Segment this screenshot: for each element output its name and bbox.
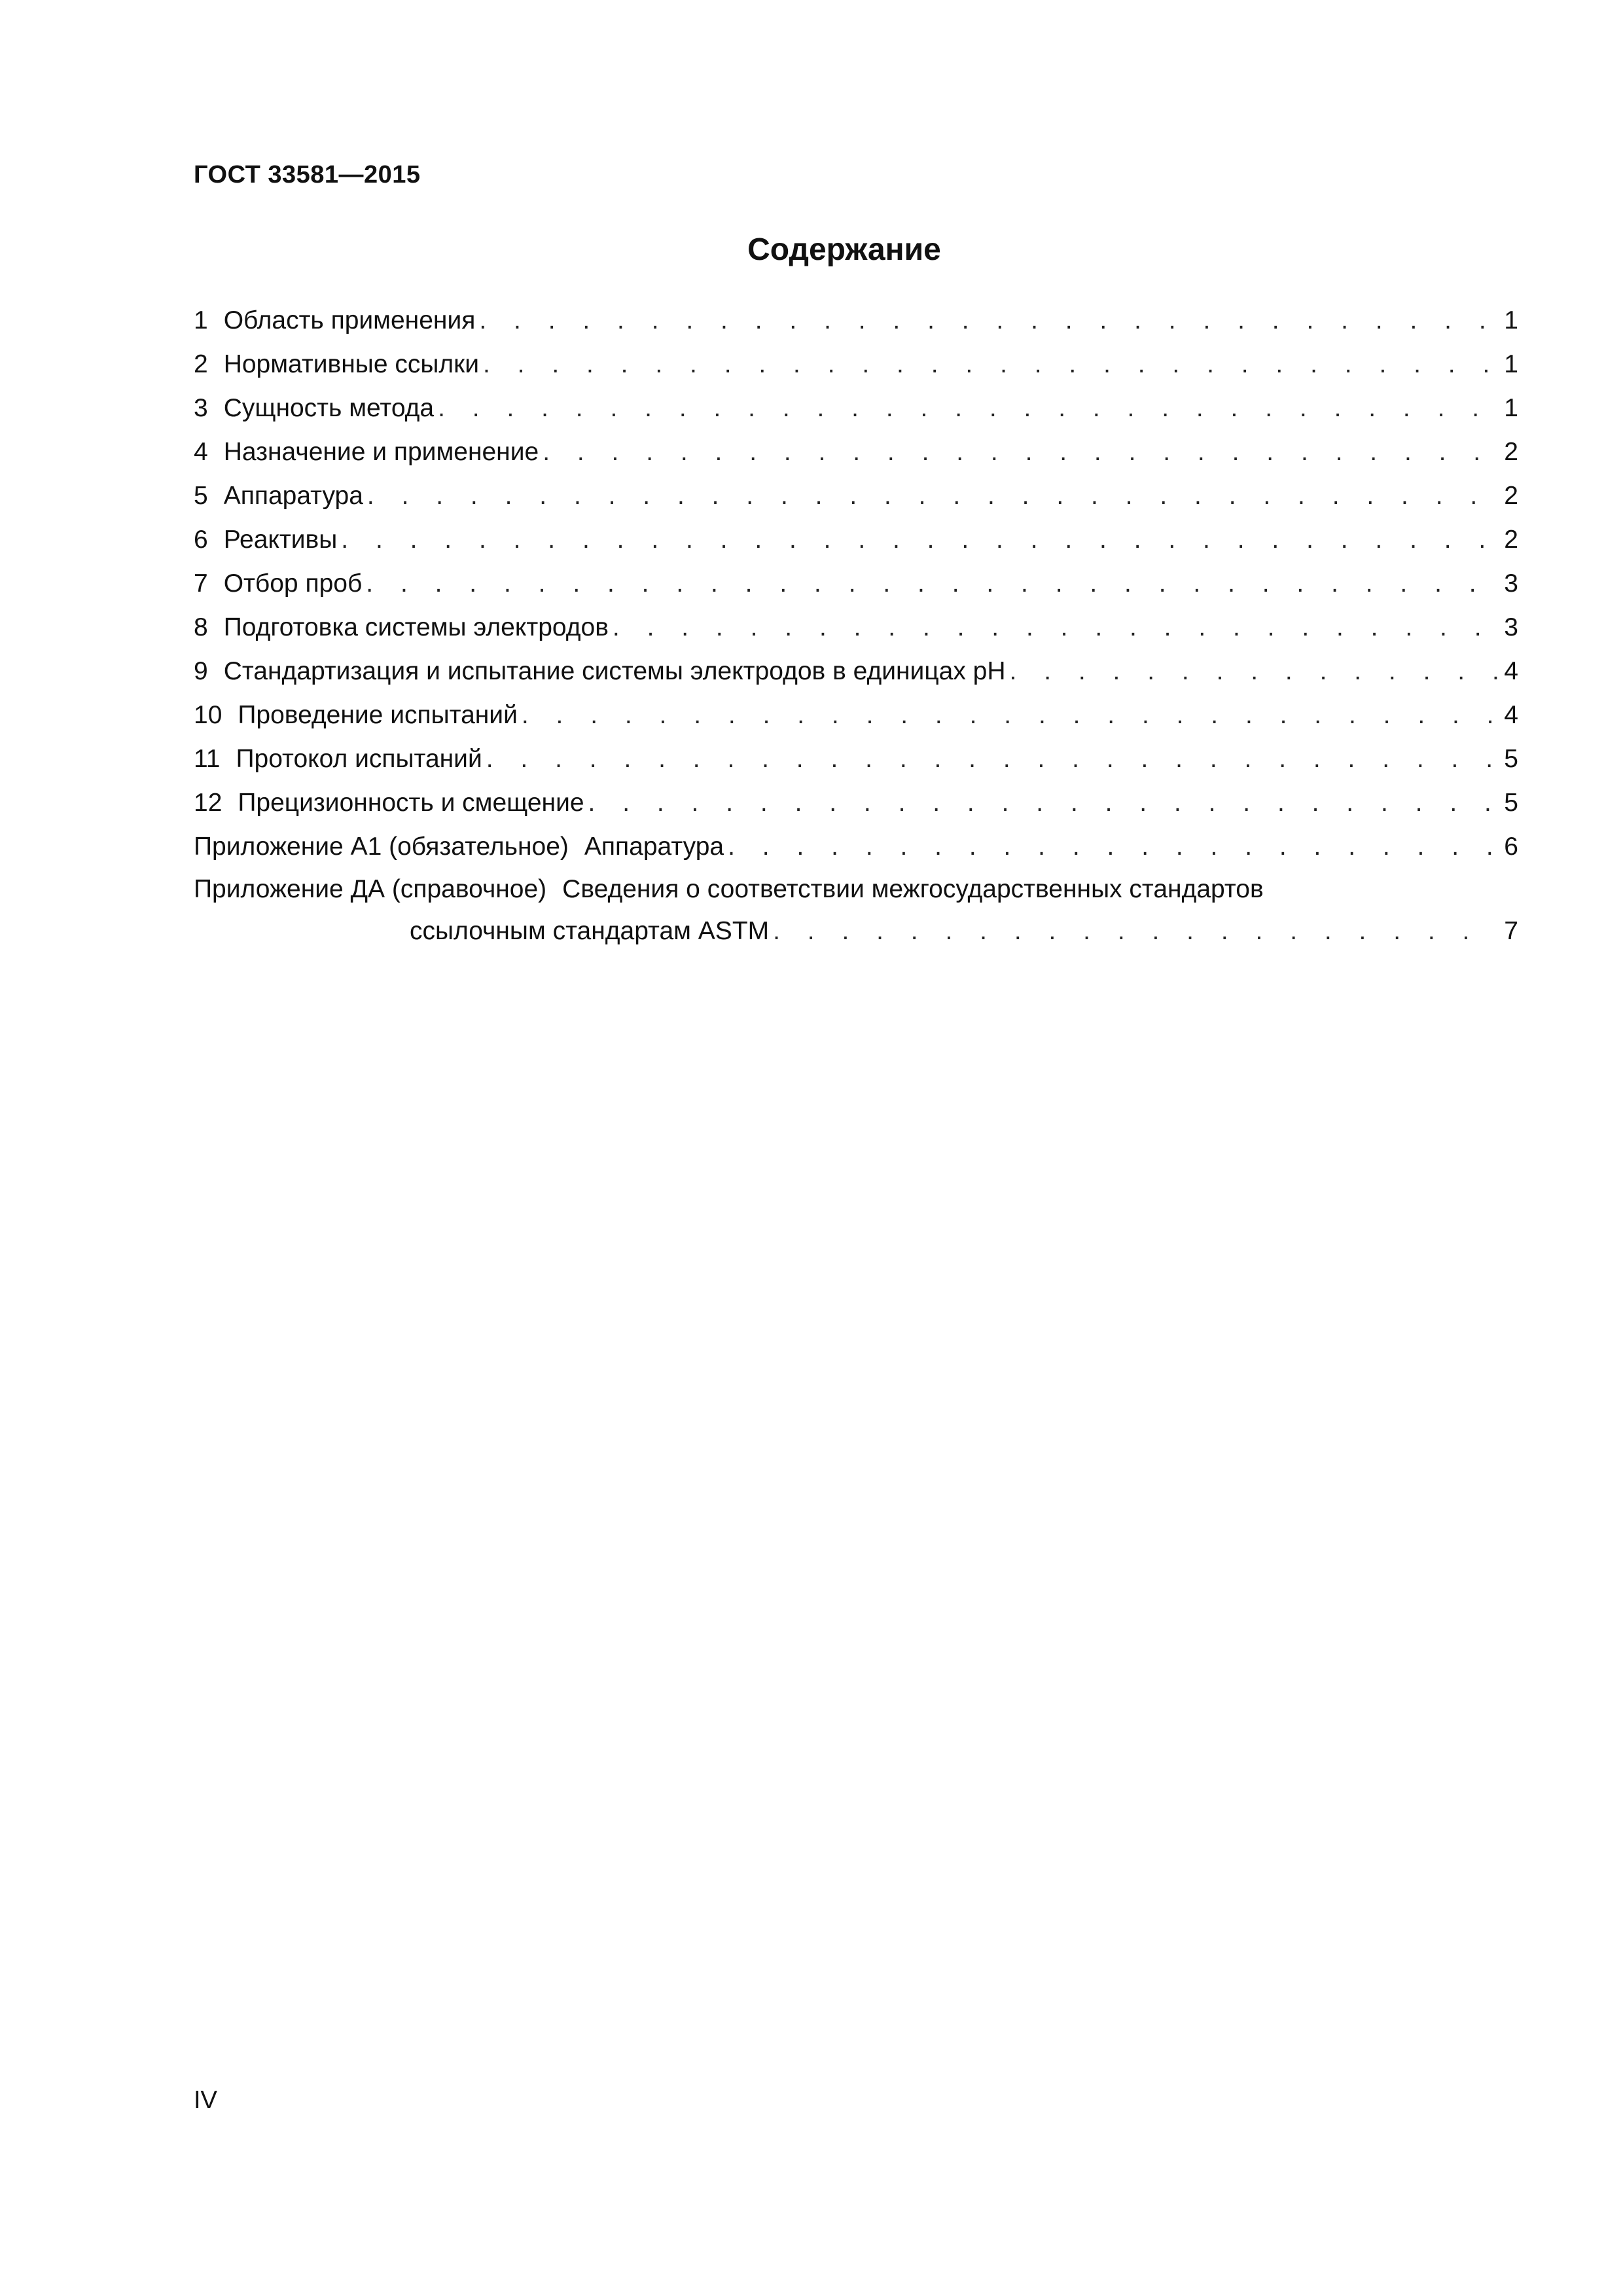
dot-leader <box>479 298 1499 342</box>
annex-da-first-line <box>194 869 1518 910</box>
document-code: ГОСТ 33581—2015 <box>194 161 421 188</box>
dot-leader <box>366 562 1499 605</box>
toc-entry[interactable] <box>194 649 1518 693</box>
toc-entry-number: 10 <box>194 701 223 729</box>
annex-prefix: Приложение А1 (обязательное) <box>194 833 569 861</box>
toc-entry-number: 7 <box>194 569 208 598</box>
annex-da-second-line <box>194 910 1518 952</box>
toc-entry-number: 9 <box>194 657 208 685</box>
toc-entry[interactable] <box>194 781 1518 825</box>
toc-entry-number: 8 <box>194 613 208 641</box>
toc-entry[interactable] <box>194 605 1518 649</box>
annex-label-line2: ссылочным стандартам ASTM <box>410 917 770 945</box>
toc-annex-da[interactable] <box>194 869 1518 952</box>
toc-entry-number: 3 <box>194 394 208 422</box>
toc-entry-number: 4 <box>194 438 208 466</box>
dot-leader <box>543 430 1499 474</box>
toc-entry-page: 2 <box>1504 438 1518 466</box>
toc-entry-label: Отбор проб <box>223 569 363 598</box>
toc-entry-number: 5 <box>194 482 208 510</box>
dot-leader <box>588 781 1499 825</box>
toc-entry-number: 1 <box>194 306 208 334</box>
dot-leader <box>613 605 1499 649</box>
toc-annex-a1[interactable] <box>194 825 1518 869</box>
toc-entry[interactable] <box>194 737 1518 781</box>
dot-leader <box>1010 649 1499 693</box>
toc-entry-page: 4 <box>1504 701 1518 729</box>
toc-entry[interactable] <box>194 693 1518 737</box>
toc-entry[interactable] <box>194 474 1518 518</box>
toc-entry-page: 3 <box>1504 613 1518 641</box>
toc-entry[interactable] <box>194 386 1518 430</box>
toc-entry-number: 11 <box>194 745 221 773</box>
toc-entry-page: 1 <box>1504 350 1518 378</box>
toc-entry-label: Стандартизация и испытание системы электродов в единицах pH <box>223 657 1006 685</box>
dot-leader <box>522 693 1499 737</box>
annex-label: Аппаратура <box>584 833 724 861</box>
toc-entry-page: 5 <box>1504 745 1518 773</box>
toc-entry-number: 12 <box>194 789 223 817</box>
dot-leader <box>438 386 1499 430</box>
annex-label-line1: Сведения о соответствии межгосударственных стандартов <box>562 875 1264 903</box>
toc-entry-number: 6 <box>194 526 208 554</box>
toc-entry-label: Реактивы <box>223 526 338 554</box>
dot-leader <box>483 342 1499 386</box>
toc-entry[interactable] <box>194 342 1518 386</box>
annex-prefix: Приложение ДА (справочное) <box>194 875 547 903</box>
toc-entry-label: Сущность метода <box>223 394 435 422</box>
toc-entry-label: Проведение испытаний <box>238 701 518 729</box>
toc-entry[interactable] <box>194 298 1518 342</box>
dot-leader <box>341 518 1499 562</box>
toc-entry-page: 5 <box>1504 789 1518 817</box>
toc-entry[interactable] <box>194 430 1518 474</box>
page-number: IV <box>194 2087 217 2114</box>
toc-entry-page: 3 <box>1504 569 1518 598</box>
toc-entry[interactable] <box>194 518 1518 562</box>
toc-entry-page: 1 <box>1504 306 1518 334</box>
dot-leader <box>486 737 1499 781</box>
toc-entry-label: Прецизионность и смещение <box>238 789 584 817</box>
dot-leader <box>773 910 1499 952</box>
toc-entry[interactable] <box>194 562 1518 605</box>
toc-entry-label: Нормативные ссылки <box>223 350 479 378</box>
annex-page: 6 <box>1504 833 1518 861</box>
toc-entry-number: 2 <box>194 350 208 378</box>
toc-title: Содержание <box>747 232 941 267</box>
annex-page: 7 <box>1504 917 1518 945</box>
toc-entry-page: 2 <box>1504 526 1518 554</box>
toc-entry-page: 2 <box>1504 482 1518 510</box>
toc-entry-label: Область применения <box>223 306 476 334</box>
toc-entry-page: 4 <box>1504 657 1518 685</box>
toc-entry-label: Аппаратура <box>223 482 363 510</box>
toc-entry-label: Протокол испытаний <box>236 745 482 773</box>
table-of-contents <box>194 298 1518 952</box>
toc-entry-label: Подготовка системы электродов <box>223 613 609 641</box>
dot-leader <box>728 825 1499 869</box>
toc-entry-page: 1 <box>1504 394 1518 422</box>
dot-leader <box>367 474 1499 518</box>
toc-entry-label: Назначение и применение <box>223 438 539 466</box>
